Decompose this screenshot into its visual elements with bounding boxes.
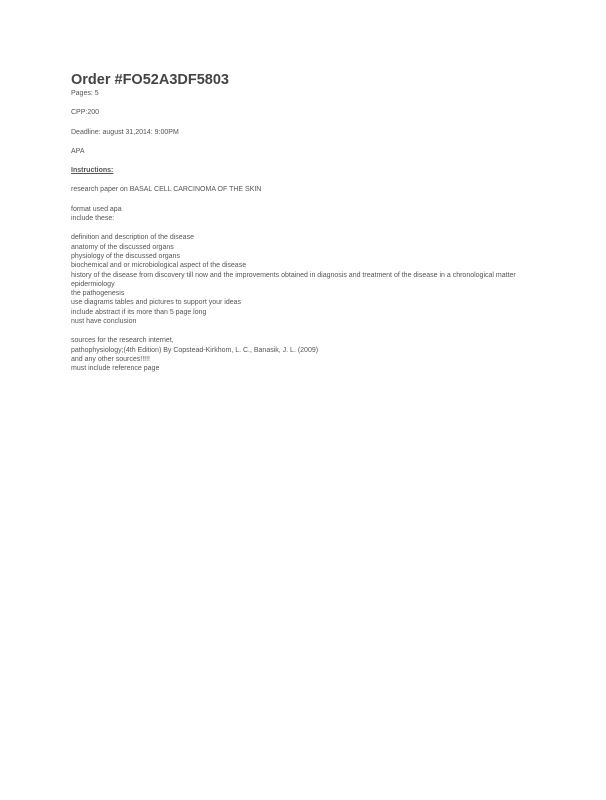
source-line: must include reference page [71,365,160,373]
source-line: and any other sources!!!!! [71,355,150,363]
source-line: pathophysiology;(4th Edition) By Copstead-Kirkhom, L. C., Banasik, J. L. (2009) [71,346,319,354]
spacer [71,98,591,108]
order-title: Order #FO52A3DF5803 [71,72,229,88]
requirement-item: use diagrams tables and pictures to support your ideas [71,299,242,307]
deadline: Deadline: august 31,2014: 9:00PM [71,128,179,136]
requirement-item: physiology of the discussed organs [71,252,180,260]
source-line: sources for the research internet, [71,337,174,345]
research-topic: research paper on BASAL CELL CARCINOMA OF THE SKIN [71,186,262,194]
cpp-value: CPP:200 [71,109,100,117]
instructions-heading: Instructions: [71,167,114,175]
requirement-item: definition and description of the disease [71,234,194,242]
requirement-item: biochemical and or microbiological aspect of the disease [71,262,247,270]
spacer [71,137,591,147]
format-line: format used apa [71,205,122,213]
requirement-item: nust have conclusion [71,318,137,326]
requirement-item: epidermiology [71,280,115,288]
spacer [71,326,591,336]
order-document [71,72,591,374]
pages-count: Pages: 5 [71,90,99,97]
spacer [71,156,591,166]
requirement-item: the pathogenesis [71,290,125,298]
requirement-item: include abstract if its more than 5 page long [71,308,207,316]
spacer [71,118,591,128]
requirement-item: history of the disease from discovery till now and the improvements obtained in diagnosis and treatment of the disease in a chronological matter [71,271,516,279]
spacer [71,175,591,185]
spacer [71,195,591,205]
spacer [71,223,591,233]
citation-format: APA [71,147,85,155]
requirement-item: anatomy of the discussed organs [71,243,174,251]
format-line: include these: [71,215,115,223]
